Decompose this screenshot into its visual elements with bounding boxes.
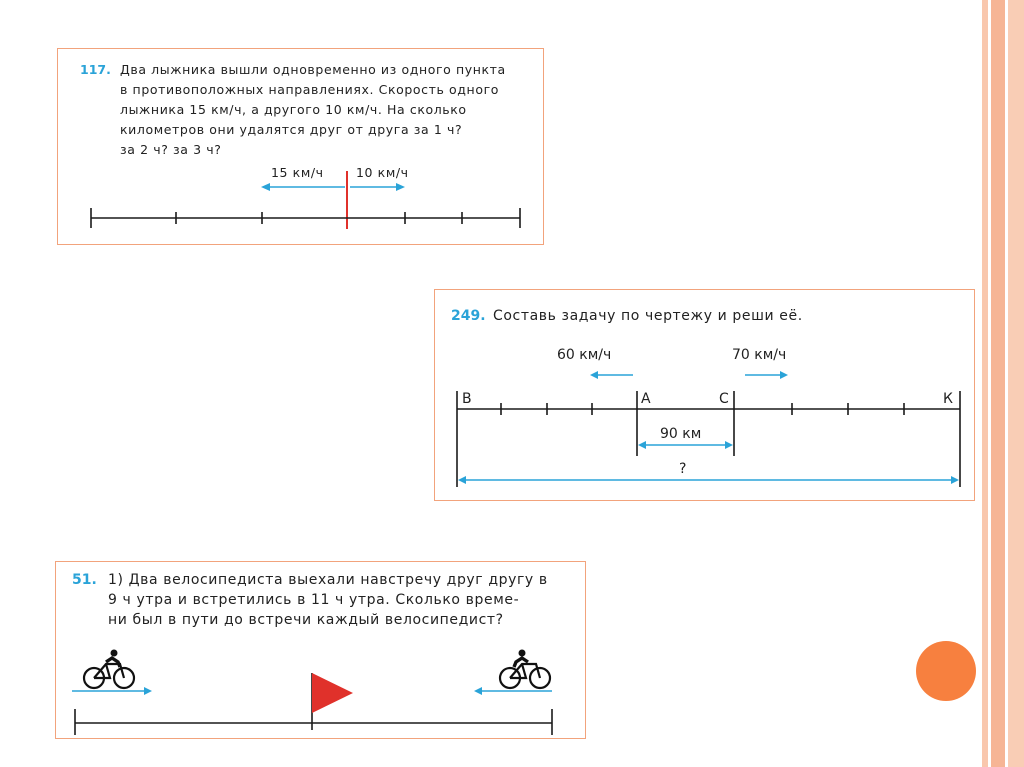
- right-direction-arrow: [72, 687, 152, 695]
- left-arrow: [590, 371, 633, 379]
- point-label-c: С: [719, 391, 729, 407]
- problem-51-card: [55, 561, 586, 739]
- right-arrow: [350, 183, 405, 191]
- problem-51-figure: [56, 562, 587, 740]
- left-arrow: [261, 183, 345, 191]
- decorative-circle: [916, 641, 976, 701]
- problem-text: Составь задачу по чертежу и реши её.: [493, 308, 803, 324]
- problem-text-line: за 2 ч? за 3 ч?: [120, 142, 222, 157]
- right-speed-label: 70 км/ч: [732, 347, 787, 363]
- right-arrow: [745, 371, 788, 379]
- point-label-a: А: [641, 391, 651, 407]
- number-line: [91, 208, 520, 228]
- number-line: [457, 391, 960, 487]
- decorative-stripe: [982, 0, 988, 767]
- problem-249-figure: [435, 290, 976, 502]
- cyclist-icon: [84, 650, 134, 689]
- problem-text-line: километров они удалятся друг от друга за 1 ч?: [120, 122, 463, 137]
- total-distance-arrow: [458, 476, 959, 484]
- problem-249-card: [434, 289, 975, 501]
- left-speed-label: 60 км/ч: [557, 347, 612, 363]
- problem-text-line: 1) Два велосипедиста выехали навстречу друг другу в: [108, 572, 548, 588]
- problem-number: 51.: [72, 572, 97, 588]
- distance-ac-label: 90 км: [660, 426, 702, 442]
- point-label-k: К: [943, 391, 953, 407]
- unknown-distance-label: ?: [679, 461, 687, 477]
- left-speed-label: 15 км/ч: [271, 165, 324, 180]
- problem-number: 117.: [80, 62, 111, 77]
- distance-ac-arrow: [638, 441, 733, 449]
- problem-text-line: в противоположных направлениях. Скорость одного: [120, 82, 499, 97]
- right-speed-label: 10 км/ч: [356, 165, 409, 180]
- point-label-b: В: [462, 391, 472, 407]
- problem-text-line: 9 ч утра и встретились в 11 ч утра. Сколько време-: [108, 592, 520, 608]
- cyclist-icon: [500, 650, 550, 689]
- flag-icon: [312, 673, 353, 730]
- problem-text-line: лыжника 15 км/ч, а другого 10 км/ч. На сколько: [120, 102, 467, 117]
- decorative-stripe: [991, 0, 1005, 767]
- road-line: [75, 709, 552, 735]
- problem-text-line: Два лыжника вышли одновременно из одного пункта: [120, 62, 506, 77]
- problem-117-figure: [58, 49, 545, 246]
- problem-number: 249.: [451, 308, 486, 324]
- problem-text-line: ни был в пути до встречи каждый велосипедист?: [108, 612, 504, 628]
- problem-117-card: [57, 48, 544, 245]
- decorative-stripe: [1008, 0, 1024, 767]
